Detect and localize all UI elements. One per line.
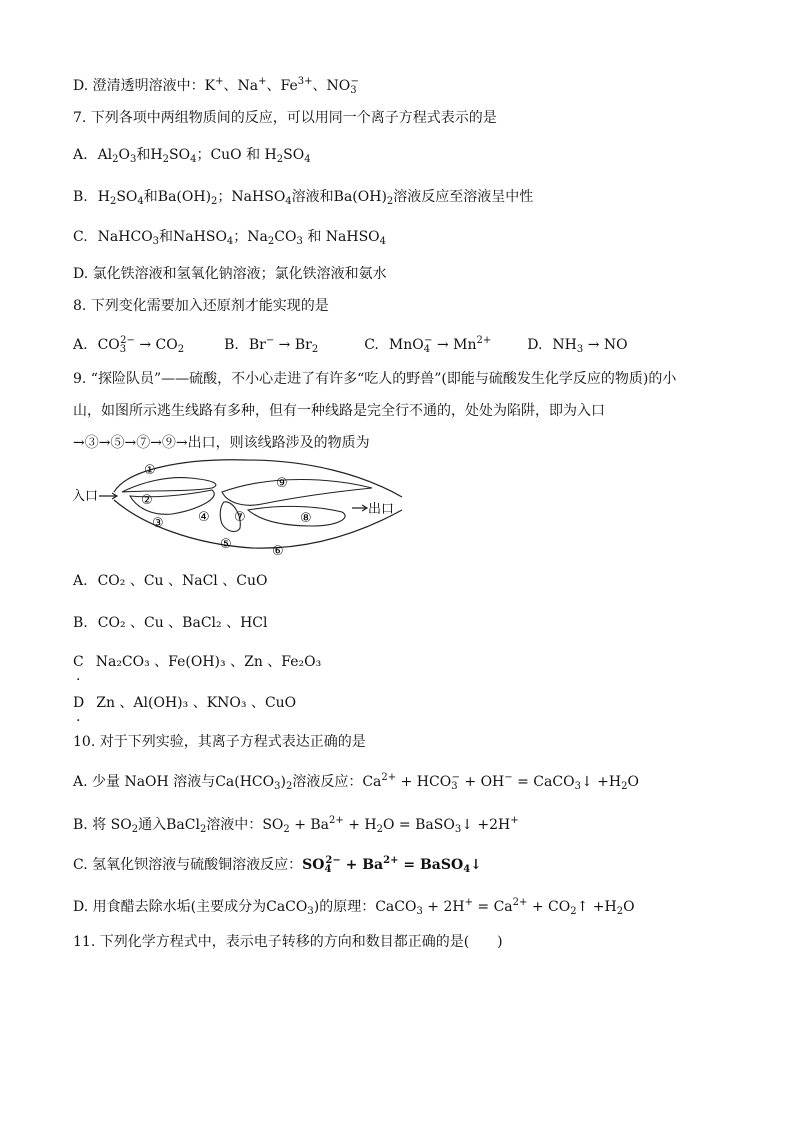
label-8: ⑧ bbox=[300, 511, 312, 526]
label-4: ④ bbox=[198, 510, 210, 525]
label-2: ② bbox=[141, 493, 153, 508]
question-9-stem-line3: →③→⑤→⑦→⑨→出口，则该线路涉及的物质为 bbox=[73, 435, 370, 451]
label-9: ⑨ bbox=[276, 476, 288, 491]
question-9-stem-line2: 山，如图所示逃生线路有多种，但有一种线路是完全行不通的，处处为陷阱，即为入口 bbox=[73, 403, 605, 419]
q7-option-a: A. $Al_2O_3$和$H_2SO_4$；CuO 和 $H_2SO_4$ bbox=[73, 147, 311, 165]
label-1: ① bbox=[144, 463, 156, 478]
label-3: ③ bbox=[152, 516, 164, 531]
exit-label: 出口 bbox=[368, 502, 395, 517]
q10-option-a: A. 少量 NaOH 溶液与$Ca(HCO_3)_2$溶液反应：$Ca^{2+} + HCO_3^- + OH^-$ = CaCO$_3$↓ $+H_2O$ bbox=[73, 772, 639, 792]
label-6: ⑥ bbox=[272, 544, 284, 559]
obstacle-1 bbox=[122, 478, 216, 492]
q9-option-d-dot: . bbox=[76, 709, 81, 725]
question-8-stem: 8. 下列变化需要加入还原剂才能实现的是 bbox=[73, 298, 329, 314]
q9-option-d: D Zn 、Al(OH)₃ 、KNO₃ 、CuO bbox=[73, 695, 297, 711]
obstacle-3 bbox=[222, 480, 372, 506]
option-d-q6: D. 澄清透明溶液中：K+、Na+、$Fe^{3+}$、$NO_3^-$ bbox=[73, 76, 359, 96]
q7-option-b: B. $H_2SO_4$和$Ba(OH)_2$；NaHSO$_4$溶液和$Ba(OH)_2$溶液反应至溶液呈中性 bbox=[73, 189, 534, 207]
entrance-arrow bbox=[99, 493, 117, 499]
q7-option-c: C. NaHCO$_3$和NaHSO$_4$；$Na_2CO_3$ 和 NaHSO$_4$ bbox=[73, 229, 387, 247]
q9-option-c-dot: . bbox=[76, 668, 81, 684]
mountain-route-diagram bbox=[72, 452, 412, 564]
q10-option-c: C. 氢氧化钡溶液与硫酸铜溶液反应：$SO_4^{2-} + Ba^{2+}$ = BaSO$_4$↓ bbox=[73, 855, 482, 875]
exit-arrow bbox=[352, 505, 367, 511]
q9-option-c: C Na₂CO₃ 、Fe(OH)₃ 、Zn 、Fe₂O₃ bbox=[73, 654, 322, 670]
label-5: ⑤ bbox=[220, 537, 232, 552]
q9-option-a: A. CO₂ 、Cu 、NaCl 、CuO bbox=[73, 573, 268, 589]
question-11-stem: 11. 下列化学方程式中，表示电子转移的方向和数目都正确的是( ) bbox=[73, 934, 503, 950]
label-7: ⑦ bbox=[234, 510, 246, 525]
obstacle-5 bbox=[248, 506, 345, 526]
q10-option-b: B. 将 $SO_2$通入BaCl$_2$溶液中：$SO_2 + Ba^{2+} + H_2O$ = BaSO$_3$↓ +2H+ bbox=[73, 815, 519, 835]
question-7-stem: 7. 下列各项中两组物质间的反应，可以用同一个离子方程式表示的是 bbox=[73, 110, 497, 126]
q8-options: A. $CO_3^{2-} \to CO_2$ B. $Br^- \to Br_2$ C. $MnO_4^- \to Mn^{2+}$ D. $NH_3$ → NO bbox=[73, 335, 628, 355]
q10-option-d: D. 用食醋去除水垢(主要成分为CaCO$_3$)的原理：CaCO$_3$ + $2H^+ = Ca^{2+}$ + $CO_2↑ +H_2O$ bbox=[73, 897, 635, 917]
q7-option-d: D. 氯化铁溶液和氢氧化钠溶液；氯化铁溶液和氨水 bbox=[73, 266, 387, 282]
question-9-stem-line1: 9. “探险队员”——硫酸，不小心走进了有许多“吃人的野兽”(即能与硫酸发生化学反应的物质)的小 bbox=[73, 371, 677, 387]
entrance-label: 入口 bbox=[72, 489, 99, 504]
q9-option-b: B. CO₂ 、Cu 、BaCl₂ 、HCl bbox=[73, 615, 268, 631]
question-10-stem: 10. 对于下列实验，其离子方程式表达正确的是 bbox=[73, 734, 366, 750]
